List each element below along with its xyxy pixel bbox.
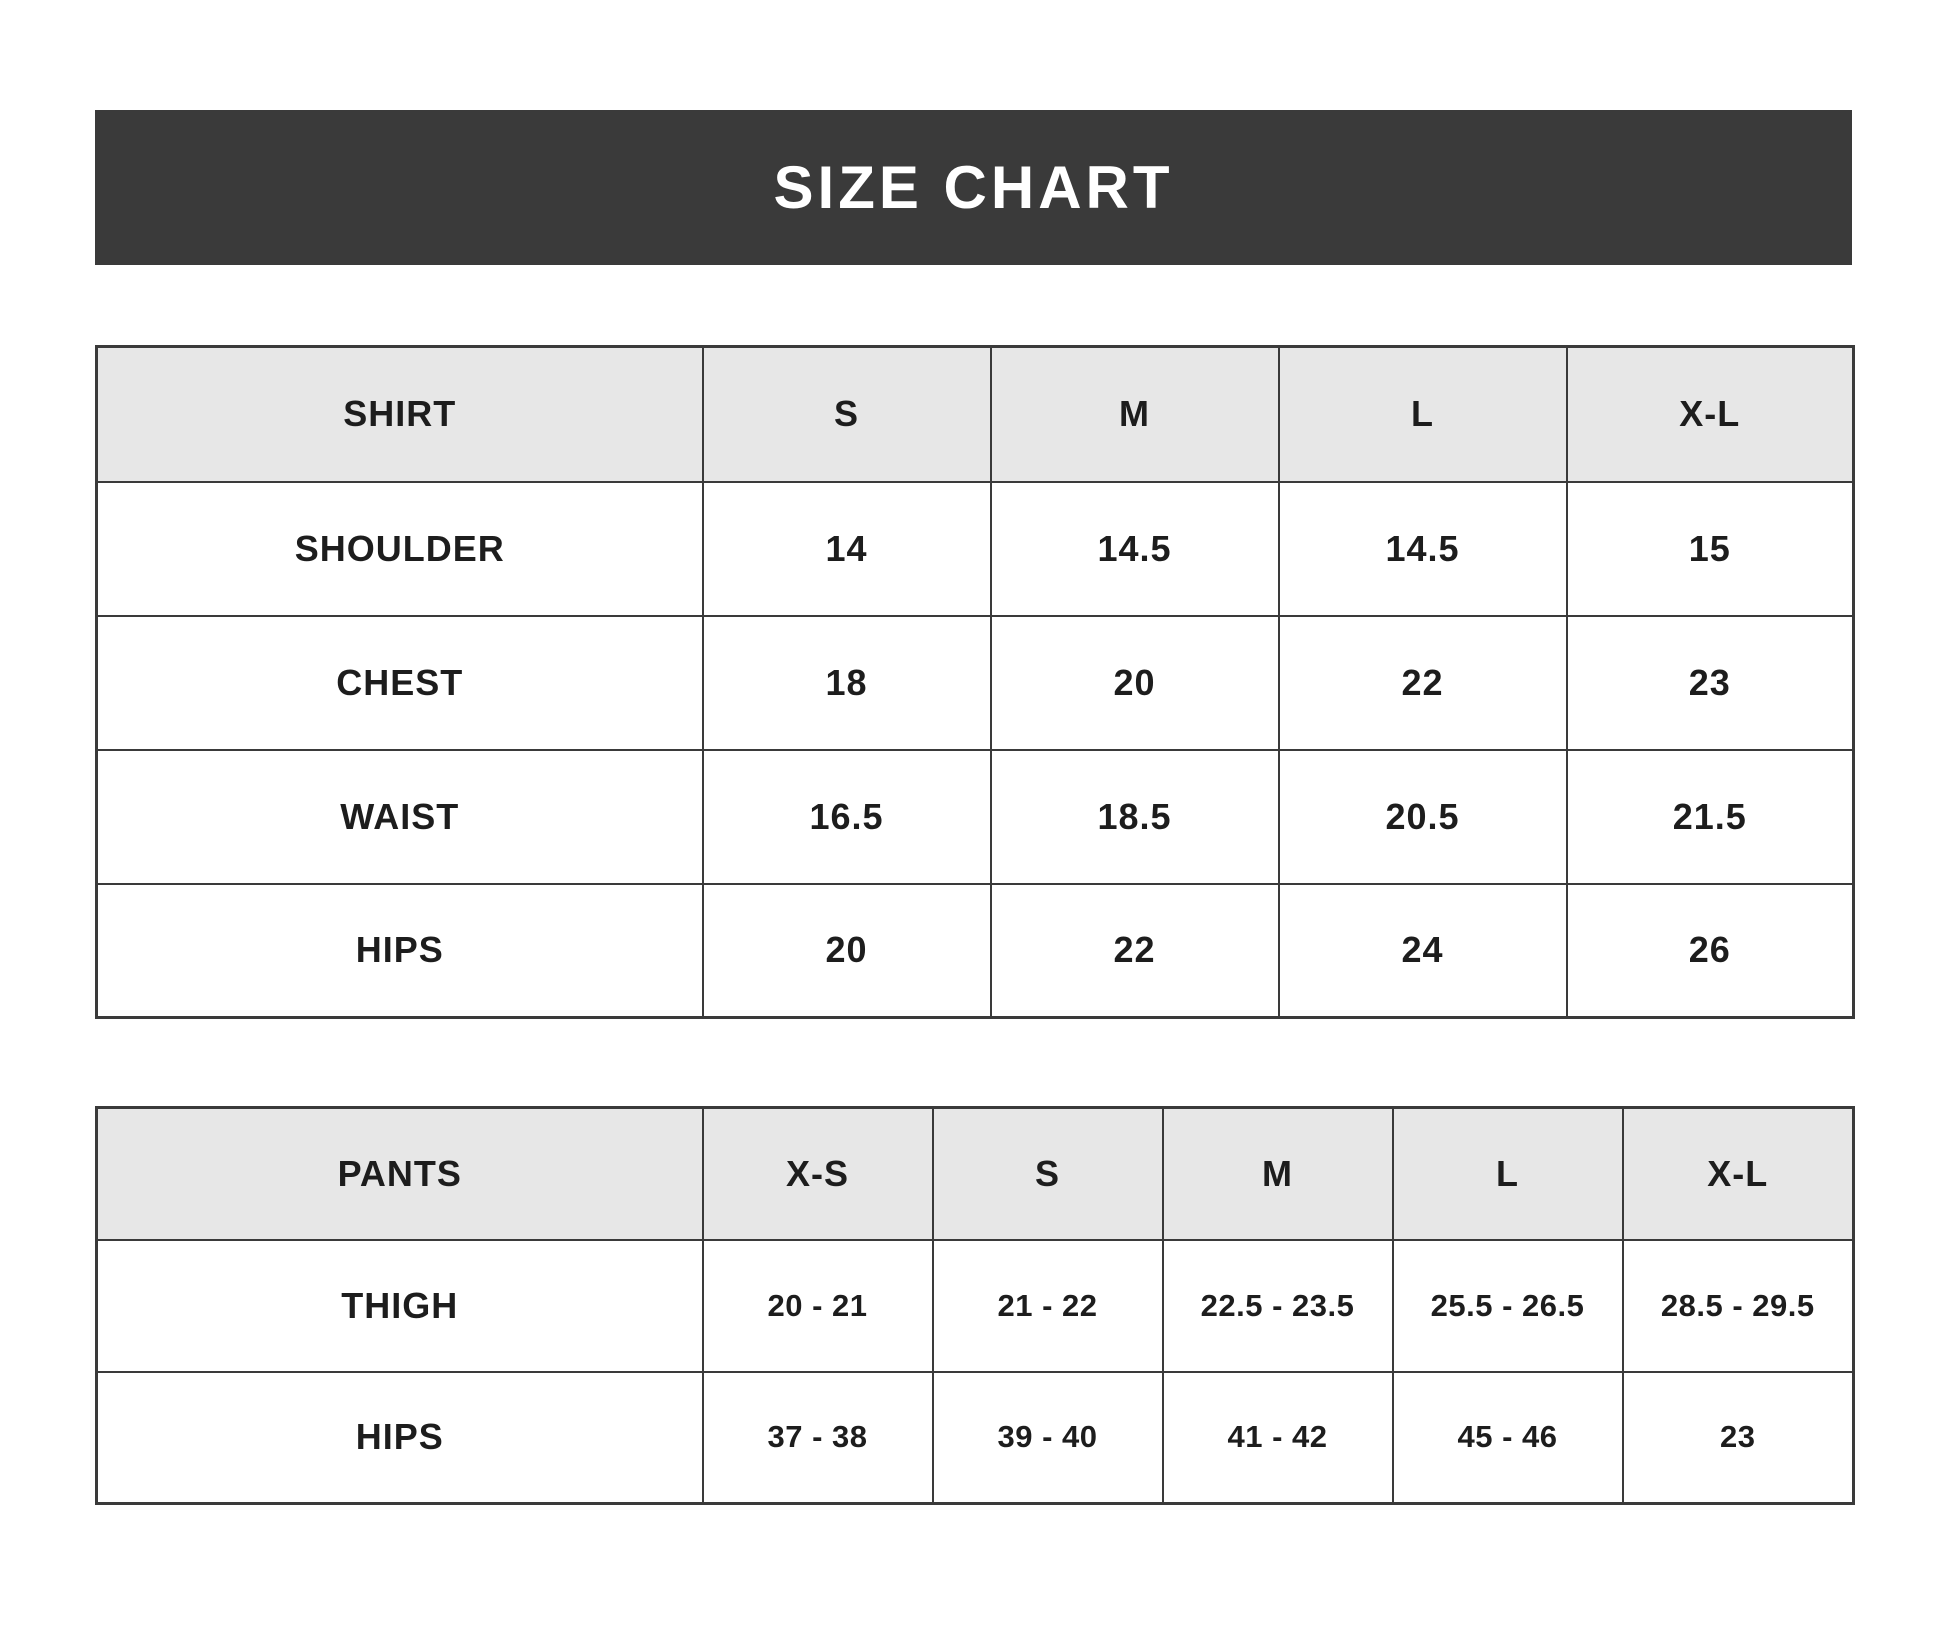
value-cell: 23	[1567, 616, 1854, 750]
shirt-table-title-cell: SHIRT	[97, 347, 703, 482]
pants-thigh-row	[97, 1240, 1854, 1372]
value-cell: 20	[991, 616, 1279, 750]
pants-size-s-header: S	[933, 1108, 1163, 1240]
value-cell: 14.5	[991, 482, 1279, 616]
row-label-cell: HIPS	[97, 1372, 703, 1504]
row-label-cell: THIGH	[97, 1240, 703, 1372]
pants-size-m-header: M	[1163, 1108, 1393, 1240]
value-cell: 22	[991, 884, 1279, 1018]
value-cell: 23	[1623, 1372, 1854, 1504]
shirt-size-l-header: L	[1279, 347, 1567, 482]
value-cell: 37 - 38	[703, 1372, 933, 1504]
value-cell: 14	[703, 482, 991, 616]
pants-size-l-header: L	[1393, 1108, 1623, 1240]
shirt-size-xl-header: X-L	[1567, 347, 1854, 482]
pants-hips-row	[97, 1372, 1854, 1504]
shirt-size-m-header: M	[991, 347, 1279, 482]
value-cell: 21 - 22	[933, 1240, 1163, 1372]
value-cell: 26	[1567, 884, 1854, 1018]
value-cell: 15	[1567, 482, 1854, 616]
row-label-cell: HIPS	[97, 884, 703, 1018]
value-cell: 18	[703, 616, 991, 750]
value-cell: 21.5	[1567, 750, 1854, 884]
pants-size-table	[95, 1106, 1855, 1505]
pants-header-row	[97, 1108, 1854, 1240]
value-cell: 22	[1279, 616, 1567, 750]
shirt-waist-row	[97, 750, 1854, 884]
value-cell: 25.5 - 26.5	[1393, 1240, 1623, 1372]
shirt-header-row	[97, 347, 1854, 482]
value-cell: 16.5	[703, 750, 991, 884]
shirt-shoulder-row	[97, 482, 1854, 616]
value-cell: 18.5	[991, 750, 1279, 884]
page-title: SIZE CHART	[773, 154, 1174, 221]
shirt-size-table	[95, 345, 1855, 1019]
value-cell: 24	[1279, 884, 1567, 1018]
value-cell: 45 - 46	[1393, 1372, 1623, 1504]
content	[95, 345, 1852, 1505]
row-label-cell: SHOULDER	[97, 482, 703, 616]
pants-size-xs-header: X-S	[703, 1108, 933, 1240]
value-cell: 14.5	[1279, 482, 1567, 616]
row-label-cell: CHEST	[97, 616, 703, 750]
value-cell: 22.5 - 23.5	[1163, 1240, 1393, 1372]
shirt-size-s-header: S	[703, 347, 991, 482]
title-bar	[95, 110, 1852, 265]
value-cell: 41 - 42	[1163, 1372, 1393, 1504]
value-cell: 20	[703, 884, 991, 1018]
value-cell: 39 - 40	[933, 1372, 1163, 1504]
pants-size-xl-header: X-L	[1623, 1108, 1854, 1240]
shirt-chest-row	[97, 616, 1854, 750]
row-label-cell: WAIST	[97, 750, 703, 884]
value-cell: 28.5 - 29.5	[1623, 1240, 1854, 1372]
value-cell: 20.5	[1279, 750, 1567, 884]
shirt-hips-row	[97, 884, 1854, 1018]
pants-table-title-cell: PANTS	[97, 1108, 703, 1240]
value-cell: 20 - 21	[703, 1240, 933, 1372]
